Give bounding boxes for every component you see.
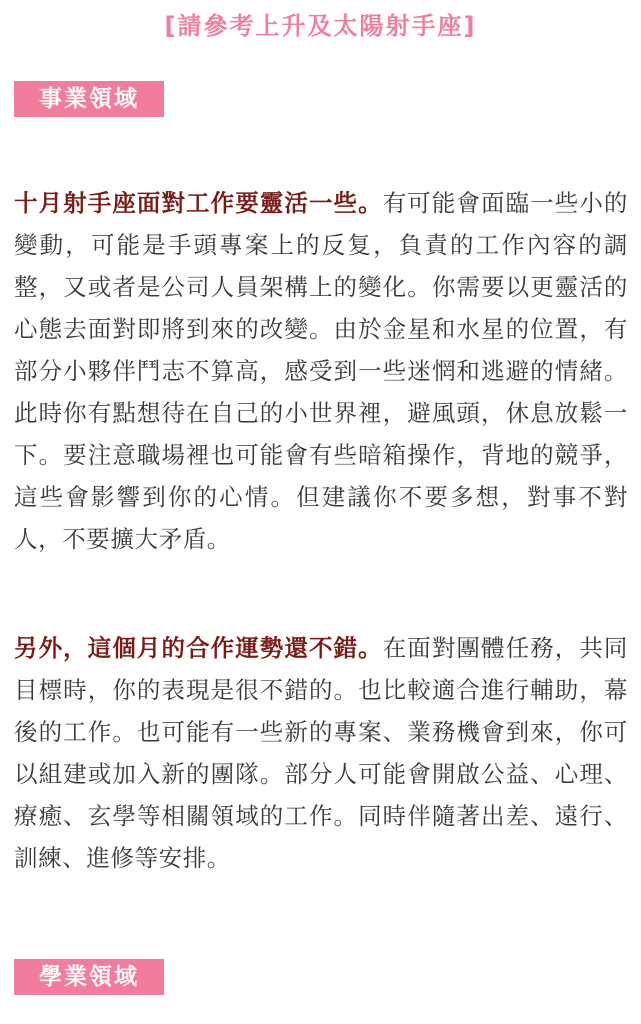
- zodiac-reference-note: [請參考上升及太陽射手座]: [164, 12, 477, 40]
- section-header-career: 事業領域: [14, 81, 164, 117]
- career-paragraph-2: [14, 627, 628, 879]
- paragraph-body: 在面對團體任務，共同目標時，你的表現是很不錯的。也比較適合進行輔助，幕後的工作。也可能有一些新的專案、業務機會到來，你可以組建或加入新的團隊。部分人可能會開啟公益、心理、療癒、玄學等相關領域的工作。同時伴隨著出差、遠行、訓練、進修等安排。: [14, 634, 628, 872]
- career-paragraph-1: [14, 182, 628, 560]
- section-header-study: 學業領域: [14, 959, 164, 995]
- paragraph-lead: 十月射手座面對工作要靈活一些。: [14, 189, 383, 217]
- paragraph-lead: 另外，這個月的合作運勢還不錯。: [14, 634, 383, 662]
- paragraph-body: 有可能會面臨一些小的變動，可能是手頭專案上的反复，負責的工作內容的調整，又或者是公司人員架構上的變化。你需要以更靈活的心態去面對即將到來的改變。由於金星和水星的位置，有部分小夥伴鬥志不算高，感受到一些迷惘和逃避的情緒。此時你有點想待在自己的小世界裡，避風頭，休息放鬆一下。要注意職場裡也可能會有些暗箱操作，背地的競爭，這些會影響到你的心情。但建議你不要多想，對事不對人，不要擴大矛盾。: [14, 189, 628, 553]
